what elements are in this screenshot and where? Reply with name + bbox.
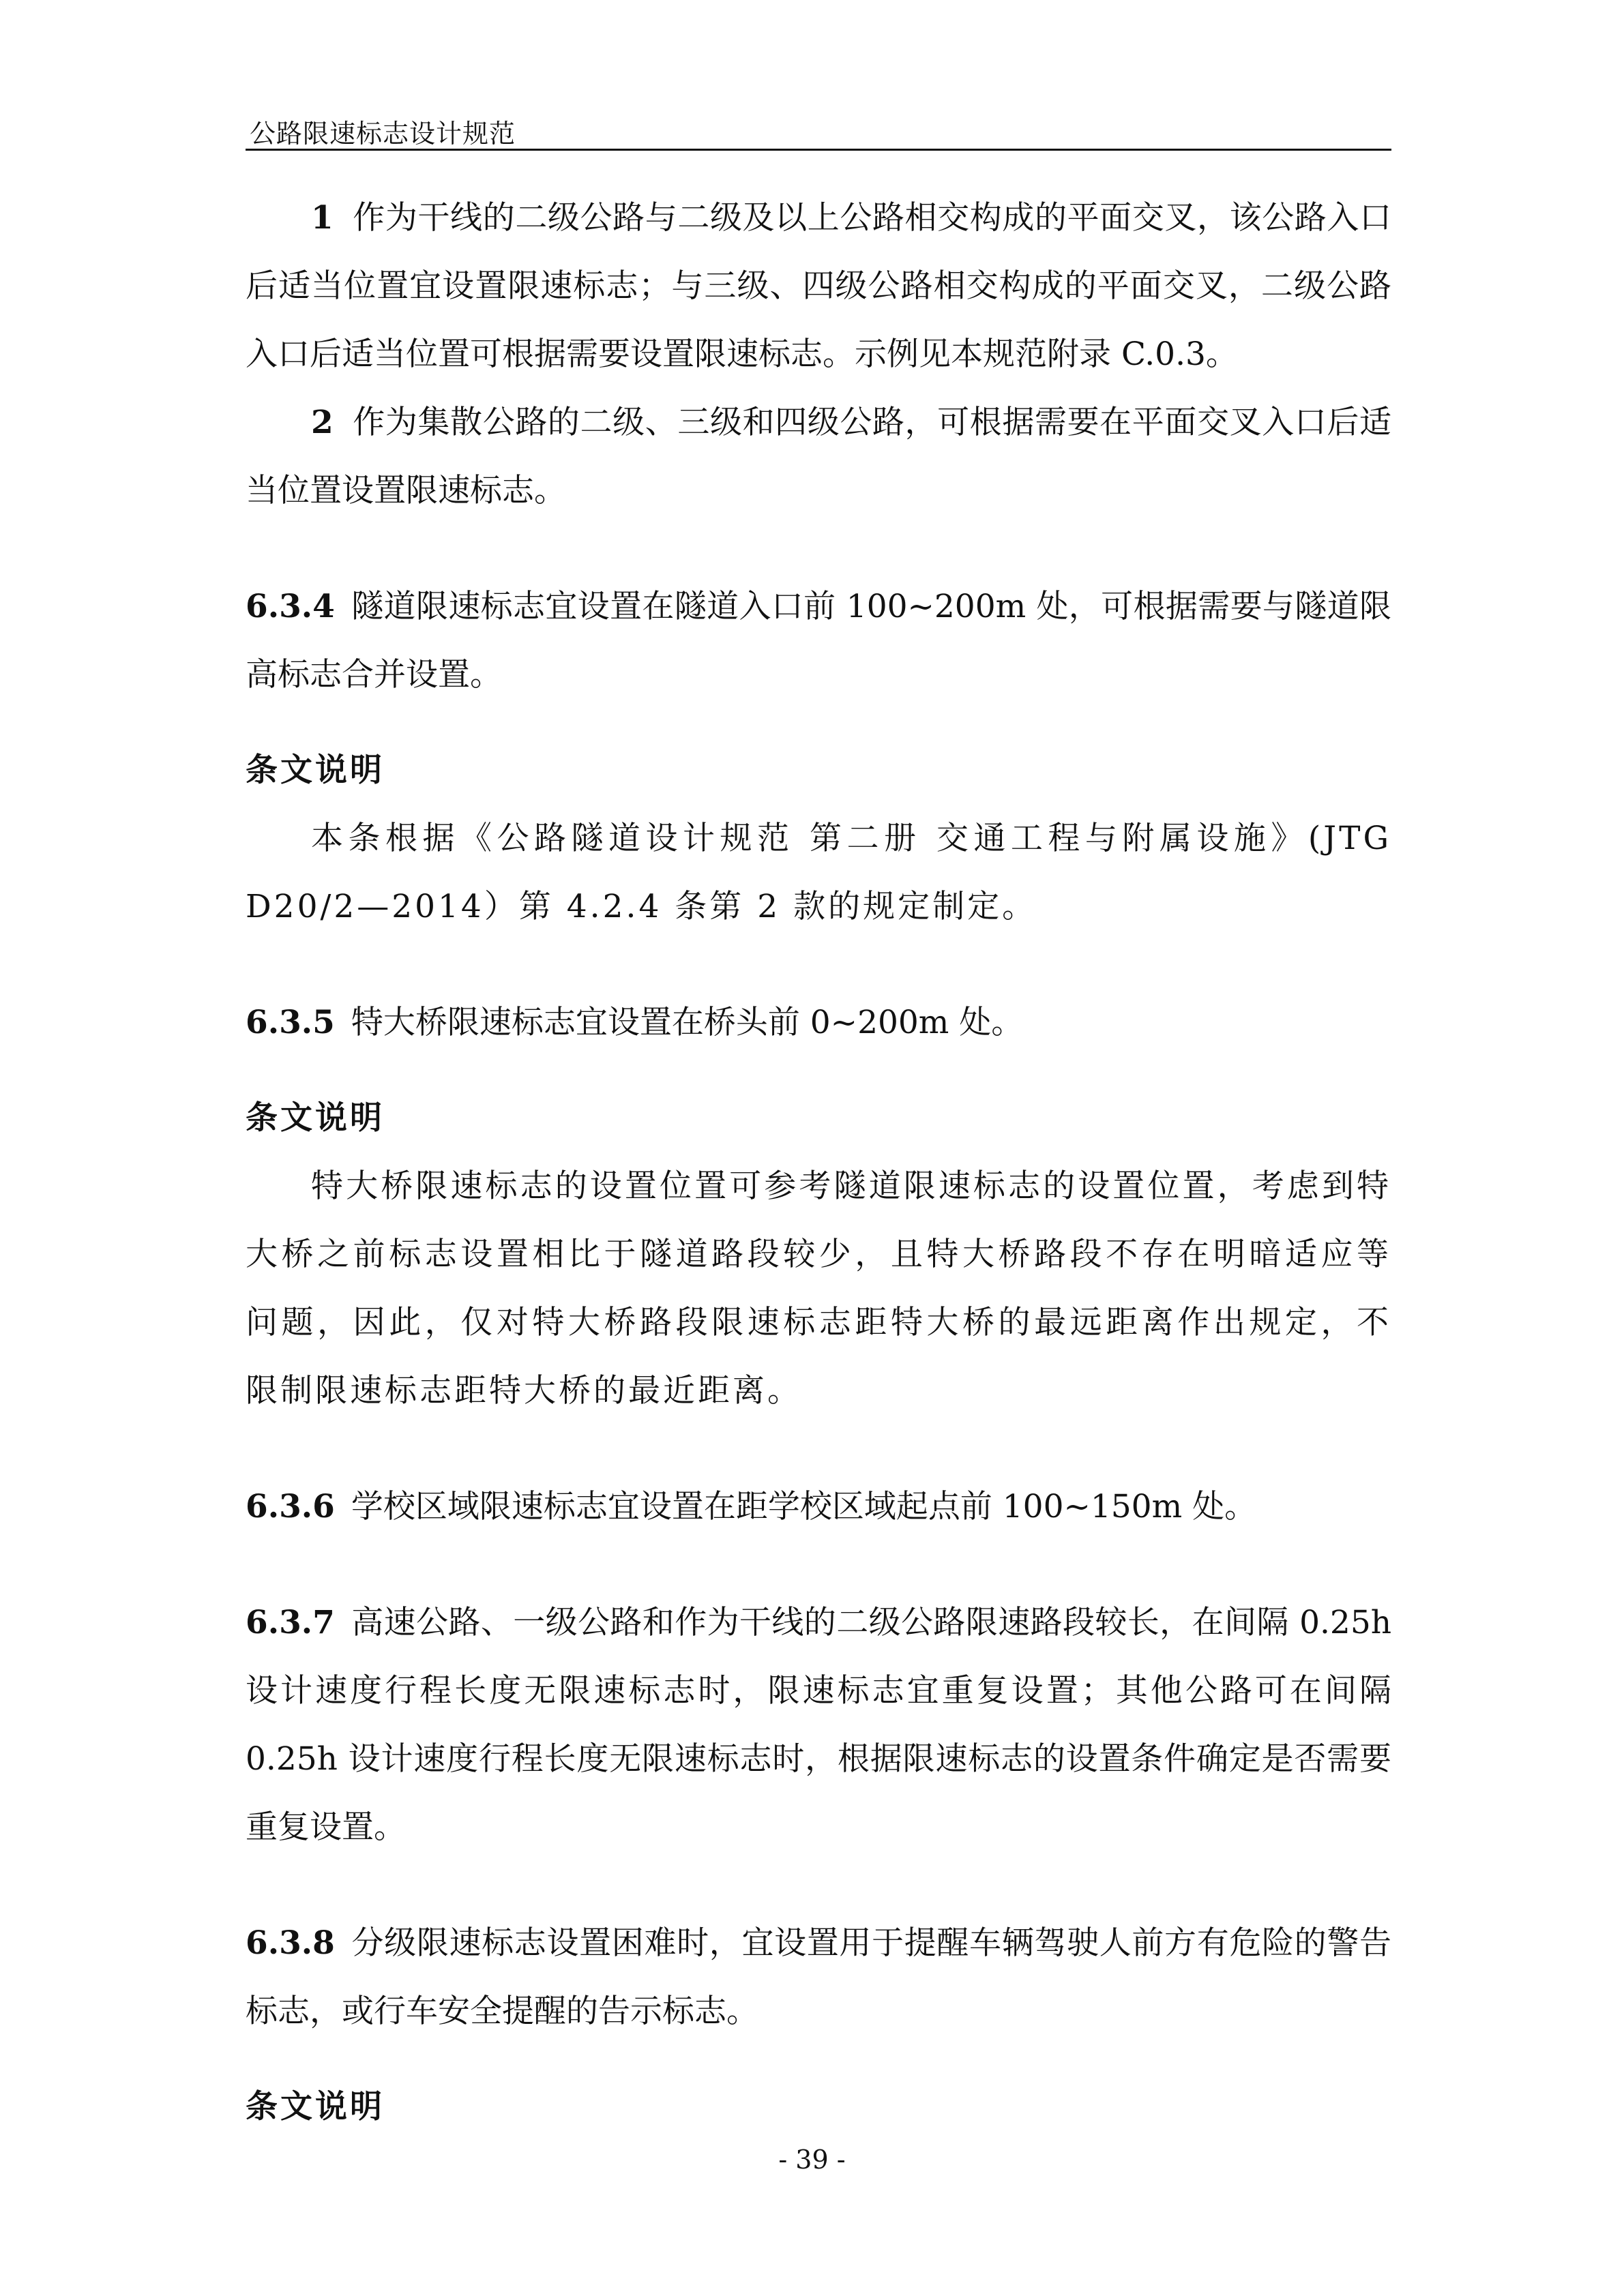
clause-text: 学校区域限速标志宜设置在距学校区域起点前 100~150m 处。 [351, 1488, 1257, 1525]
note-text: 本条根据《公路隧道设计规范 第二册 交通工程与附属设施》(JTG D20/2—2014）第 4.2.4 条第 2 款的规定制定。 [246, 820, 1391, 925]
item-text: 作为集散公路的二级、三级和四级公路，可根据需要在平面交叉入口后适当位置设置限速标志。 [246, 404, 1391, 509]
clause-6-3-4 [246, 573, 1391, 709]
item-number: 1 [311, 199, 334, 237]
note-title: 条文说明 [246, 751, 385, 789]
clause-text: 特大桥限速标志宜设置在桥头前 0~200m 处。 [351, 1004, 1024, 1041]
header-rule [246, 149, 1391, 151]
note-text: 特大桥限速标志的设置位置可参考隧道限速标志的设置位置，考虑到特大桥之前标志设置相比于隧道路段较少，且特大桥路段不存在明暗适应等问题，因此，仅对特大桥路段限速标志距特大桥的最远距离作出规定，不限制限速标志距特大桥的最近距离。 [246, 1167, 1391, 1410]
item-text: 作为干线的二级公路与二级及以上公路相交构成的平面交叉，该公路入口后适当位置宜设置限速标志；与三级、四级公路相交构成的平面交叉，二级公路入口后适当位置可根据需要设置限速标志。示例见本规范附录 C.0.3。 [246, 199, 1391, 373]
clause-6-3-8 [246, 1909, 1391, 2046]
clause-6-3-6 [246, 1473, 1391, 1541]
clause-text: 隧道限速标志宜设置在隧道入口前 100~200m 处，可根据需要与隧道限高标志合并设置。 [246, 588, 1391, 694]
clause-number: 6.3.8 [246, 1924, 335, 1962]
running-header: 公路限速标志设计规范 [250, 119, 516, 149]
clause-number: 6.3.7 [246, 1604, 335, 1641]
clause-6-3-5 [246, 989, 1391, 1057]
item-number: 2 [311, 404, 334, 441]
clause-number: 6.3.4 [246, 588, 335, 625]
note-title: 条文说明 [246, 1099, 385, 1137]
page-number: - 39 - [778, 2145, 846, 2175]
note-title: 条文说明 [246, 2088, 385, 2126]
page-body [246, 184, 1391, 2141]
list-item [246, 184, 1391, 389]
clause-text: 分级限速标志设置困难时，宜设置用于提醒车辆驾驶人前方有危险的警告标志，或行车安全提醒的告示标志。 [246, 1924, 1391, 2030]
list-item [246, 389, 1391, 525]
clause-6-3-7 [246, 1589, 1391, 1862]
clause-number: 6.3.5 [246, 1004, 335, 1041]
clause-number: 6.3.6 [246, 1488, 335, 1525]
clause-text: 高速公路、一级公路和作为干线的二级公路限速路段较长，在间隔 0.25h 设计速度行程长度无限速标志时，限速标志宜重复设置；其他公路可在间隔 0.25h 设计速度行程长度无限速标志时，根据限速标志的设置条件确定是否需要重复设置。 [246, 1604, 1391, 1846]
